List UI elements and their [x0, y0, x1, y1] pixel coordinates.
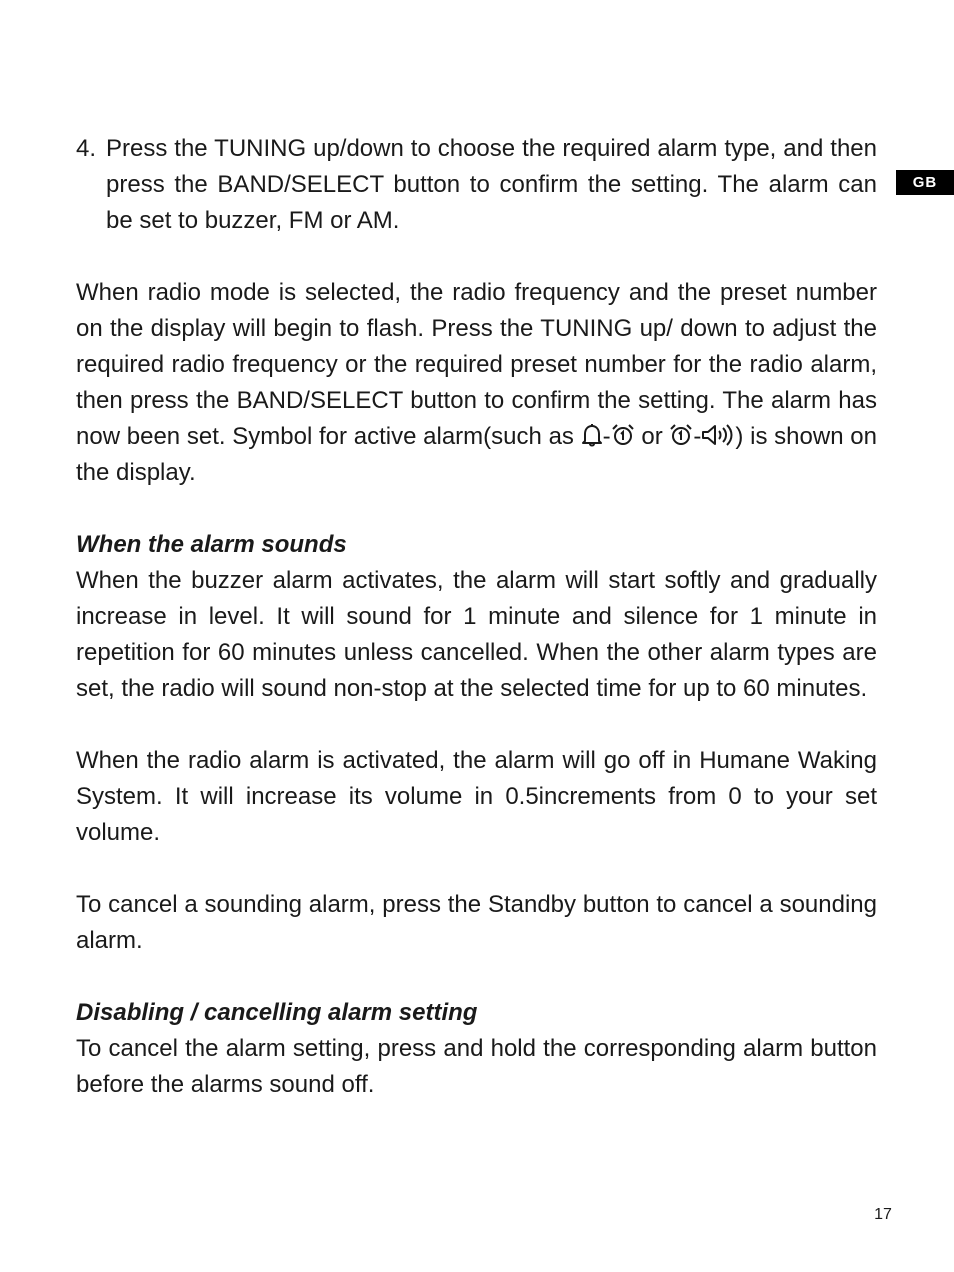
radio-mode-text-end: ) is shown on the display. — [76, 423, 877, 486]
symbol-separator: - — [602, 423, 611, 450]
cancel-sounding-paragraph: To cancel a sounding alarm, press the Standby button to cancel a sounding alarm. — [76, 891, 877, 954]
alarm-clock-icon — [669, 423, 693, 447]
step-text: Press the TUNING up/down to choose the required alarm type, and then press the BAND/SELECT button to confirm the setting. The alarm can be set to buzzer, FM or AM. — [106, 135, 877, 234]
disabling-heading: Disabling / cancelling alarm setting — [76, 999, 478, 1026]
page-number: 17 — [874, 1206, 892, 1223]
buzzer-paragraph: When the buzzer alarm activates, the alarm will start softly and gradually increase in level. It will sound for 1 minute and silence for 1 minute in repetition for 60 minutes unless cancelled. When the other alarm types are set, the radio will sound non-stop at the selected time for up to 60 minutes. — [76, 567, 877, 702]
or-text: or — [634, 423, 670, 450]
alarm-sounds-heading: When the alarm sounds — [76, 531, 347, 558]
language-tab: GB — [896, 170, 954, 195]
humane-waking-paragraph: When the radio alarm is activated, the alarm will go off in Humane Waking System. It will increase its volume in 0.5increments from 0 to your set volume. — [76, 747, 877, 846]
speaker-icon — [701, 423, 735, 447]
bell-icon — [581, 423, 603, 447]
alarm-clock-icon — [611, 423, 635, 447]
disabling-paragraph: To cancel the alarm setting, press and hold the corresponding alarm button before the alarms sound off. — [76, 1035, 877, 1098]
symbol-separator: - — [693, 423, 702, 450]
step-4 — [76, 131, 877, 239]
radio-mode-paragraph — [76, 275, 877, 491]
page-content — [76, 131, 877, 1103]
step-number: 4. — [76, 135, 97, 162]
radio-mode-text: When radio mode is selected, the radio frequency and the preset number on the display will begin to flash. Press the TUNING up/ down to adjust the required radio frequency or the required preset number for the radio alarm, then press the BAND/SELECT button to confirm the setting. The alarm has now been set. Symbol for active alarm(such as — [76, 279, 877, 450]
